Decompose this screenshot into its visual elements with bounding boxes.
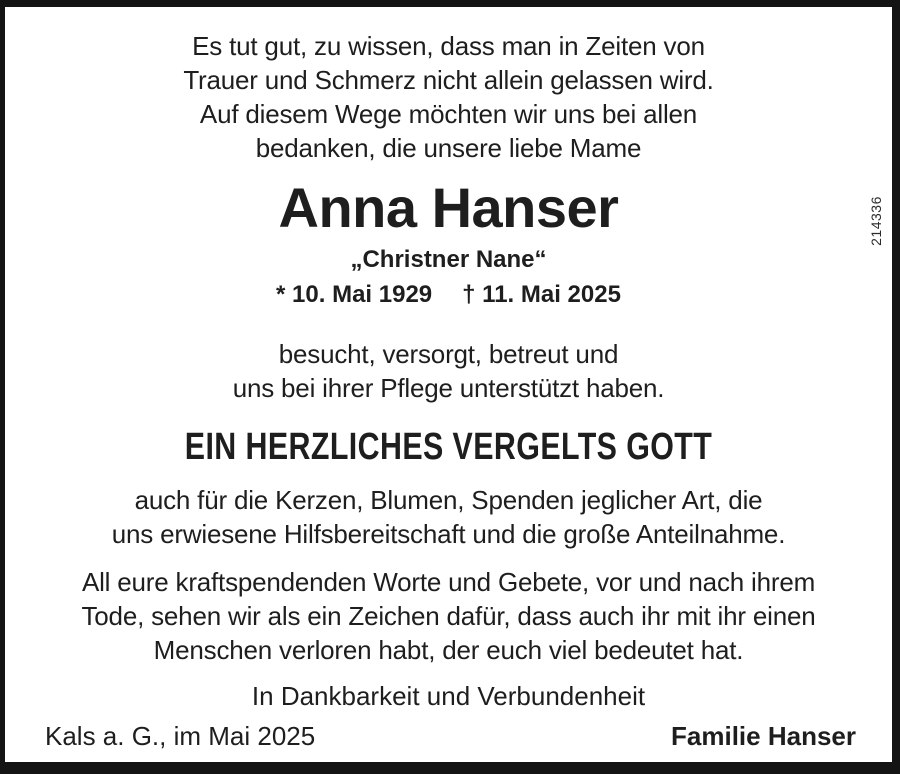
care-paragraph xyxy=(5,337,892,405)
intro-line: bedanken, die unsere liebe Mame xyxy=(255,133,642,163)
death-date: † 11. Mai 2025 xyxy=(462,281,621,308)
closing-line: In Dankbarkeit und Verbundenheit xyxy=(251,681,646,711)
deceased-nickname: „Christner Nane“ xyxy=(350,246,547,273)
notice-id-number: 214336 xyxy=(868,196,884,246)
intro-paragraph xyxy=(5,29,892,165)
thanks-paragraph xyxy=(5,483,892,551)
care-line: uns bei ihrer Pflege unterstützt haben. xyxy=(232,373,665,403)
words-paragraph xyxy=(5,565,892,667)
care-line: besucht, versorgt, betreut und xyxy=(278,339,619,369)
place-date: Kals a. G., im Mai 2025 xyxy=(45,721,316,751)
words-line: Tode, sehen wir als ein Zeichen dafür, dass auch ihr mit ihr einen xyxy=(81,601,816,631)
words-line: Menschen verloren habt, der euch viel bedeutet hat. xyxy=(153,635,744,665)
intro-line: Auf diesem Wege möchten wir uns bei allen xyxy=(199,99,698,129)
notice-id xyxy=(864,185,888,257)
signature-row xyxy=(45,720,856,752)
thanks-line: auch für die Kerzen, Blumen, Spenden jeglicher Art, die xyxy=(134,485,763,515)
thanks-heading: EIN HERZLICHES VERGELTS GOTT xyxy=(184,426,713,468)
thanks-line: uns erwiesene Hilfsbereitschaft und die große Anteilnahme. xyxy=(111,519,786,549)
life-dates xyxy=(5,279,892,311)
intro-line: Trauer und Schmerz nicht allein gelassen wird. xyxy=(183,65,714,95)
family-signature: Familie Hanser xyxy=(671,721,856,751)
birth-date: * 10. Mai 1929 xyxy=(276,281,433,308)
intro-line: Es tut gut, zu wissen, dass man in Zeiten von xyxy=(192,31,705,61)
words-line: All eure kraftspendenden Worte und Gebete, vor und nach ihrem xyxy=(81,567,816,597)
deceased-name: Anna Hanser xyxy=(278,176,619,239)
